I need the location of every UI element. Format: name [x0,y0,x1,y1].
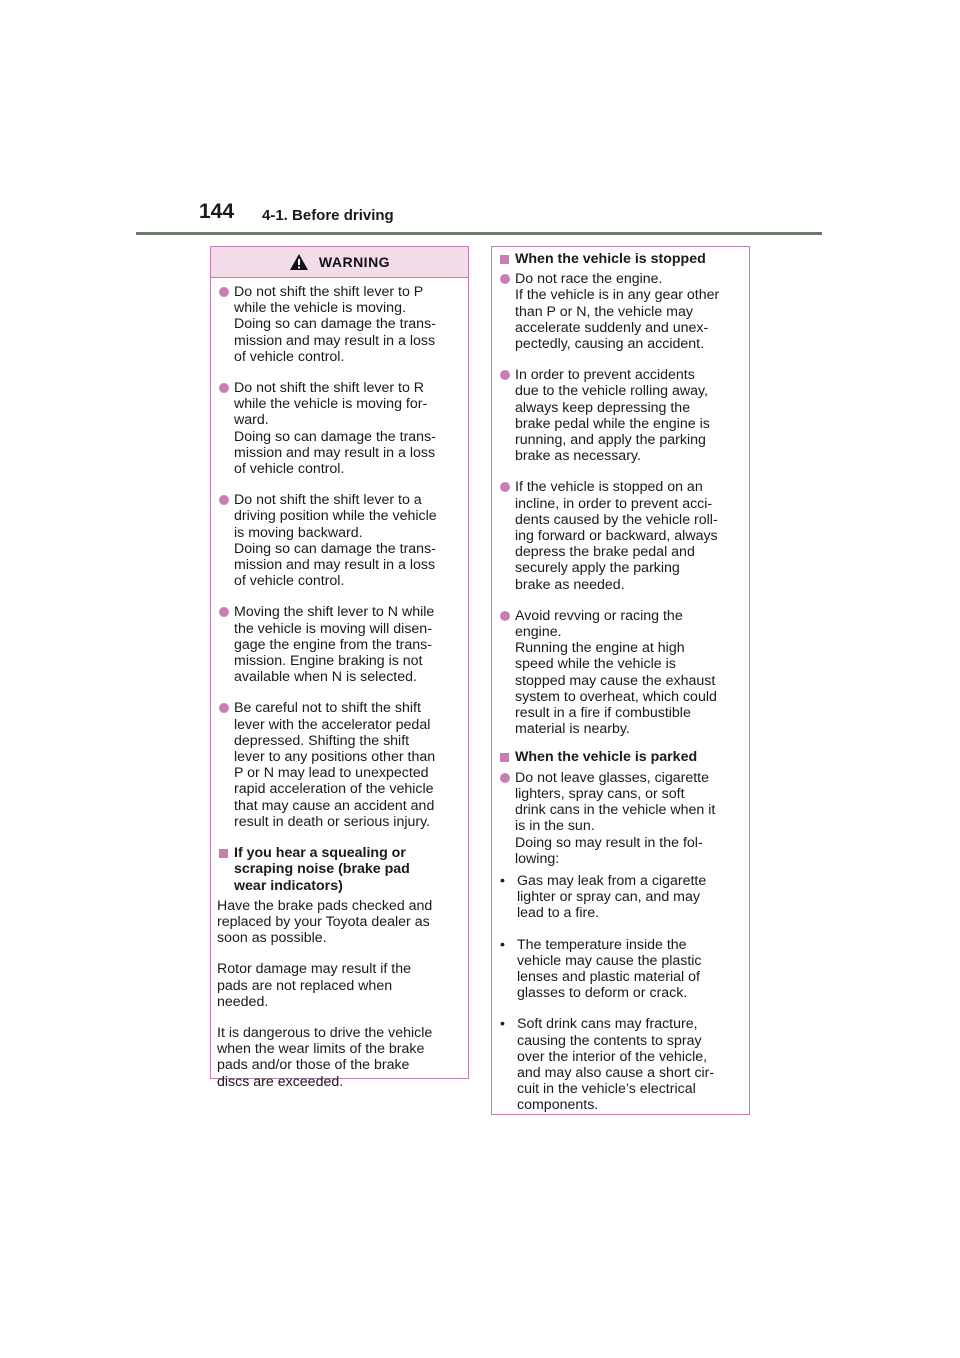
circle-bullet-icon [217,287,230,297]
section-heading [498,749,743,765]
warning-content [211,278,468,1090]
heading-text: When the vehicle is stopped [515,251,706,267]
bullet-text: Avoid revving or racing the engine. Running the engine at high speed while the vehicle is stopped may cause the exhaust system to overheat, which could result in a fire if combustible material is nearby. [515,607,717,738]
warning-box [210,246,469,1090]
caution-box [491,246,750,1115]
page-number: 144 [199,200,235,223]
warning-triangle-icon [289,253,309,271]
warning-label: WARNING [318,254,391,270]
circle-bullet-icon [217,703,230,713]
bullet-text: Do not shift the shift lever to P while the vehicle is moving. Doing so can damage the trans- mission and may result in a loss of vehicle control. [234,284,436,365]
list-item [217,700,462,830]
paragraph: Rotor damage may result if the pads are not replaced when needed. [217,961,411,1010]
warning-banner [211,247,468,278]
sub-bullet-text: Soft drink cans may fracture, causing the contents to spray over the interior of the vehicle, and may also cause a short cir- cuit in the vehicle’s electrical components. [517,1016,715,1114]
list-item [498,479,743,592]
circle-bullet-icon [498,773,511,783]
square-bullet-icon [498,254,511,264]
paragraph: Have the brake pads checked and replaced by your Toyota dealer as soon as possible. [217,897,433,947]
section-heading [498,251,743,267]
sub-bullet-icon: • [500,1016,505,1033]
list-item [498,271,743,352]
list-item [498,367,743,464]
page-header [0,0,960,236]
list-item [217,380,462,477]
list-item [217,492,462,589]
circle-bullet-icon [498,370,511,380]
bullet-text: Do not leave glasses, cigarette lighters, spray cans, or soft drink cans in the vehicle when it is in the sun. Doing so may result in the fol- lowing: [515,769,716,867]
sub-list-item [498,937,743,1002]
paragraph: It is dangerous to drive the vehicle when the wear limits of the brake pads and/or those of the brake discs are exceeded. [217,1024,433,1090]
section-heading [217,845,462,894]
bullet-text: Do not shift the shift lever to a driving position while the vehicle is moving backward. Doing so can damage the trans- mission and may result in a loss of vehicle control. [234,492,437,590]
sub-bullet-text: Gas may leak from a cigarette lighter or spray can, and may lead to a fire. [517,872,707,922]
circle-bullet-icon [217,383,230,393]
sub-list-item [498,1016,743,1113]
circle-bullet-icon [498,274,511,284]
list-item [217,284,462,365]
circle-bullet-icon [217,607,230,617]
caution-content [492,247,749,1114]
circle-bullet-icon [217,495,230,505]
sub-bullet-text: The temperature inside the vehicle may cause the plastic lenses and plastic material of glasses to deform or crack. [517,936,702,1002]
list-item [498,770,743,867]
bullet-text: If the vehicle is stopped on an incline, in order to prevent acci- dents caused by the vehicle roll- ing forward or backward, always depress the brake pedal and securely apply the parking brake as needed. [515,479,718,593]
square-bullet-icon [498,752,511,762]
list-item [498,608,743,738]
bullet-text: Be careful not to shift the shift lever with the accelerator pedal depressed. Shifting the shift lever to any positions other than P or N may lead to unexpected rapid acceleration of the vehicle that may cause an accident and result in death or serious injury. [234,700,436,830]
list-item [217,604,462,685]
square-bullet-icon [217,848,230,858]
sub-bullet-icon: • [500,872,505,889]
sub-bullet-icon: • [500,936,505,953]
bullet-text: In order to prevent accidents due to the vehicle rolling away, always keep depressing the brake pedal while the engine is running, and apply the parking brake as necessary. [515,367,710,465]
header-rule [136,232,822,235]
heading-text: When the vehicle is parked [515,749,698,766]
bullet-text: Moving the shift lever to N while the vehicle is moving will disen- gage the engine from the trans- mission. Engine braking is not available when N is selected. [234,604,435,686]
circle-bullet-icon [498,482,511,492]
heading-text: If you hear a squealing or scraping noise (brake pad wear indicators) [234,845,410,894]
bullet-text: Do not shift the shift lever to R while the vehicle is moving for- ward. Doing so can damage the trans- mission and may result in a loss of vehicle control. [234,380,436,478]
circle-bullet-icon [498,611,511,621]
sub-list-item [498,873,743,922]
bullet-text: Do not race the engine. If the vehicle is in any gear other than P or N, the vehicle may accelerate suddenly and unex- pectedly, causing an accident. [515,271,720,353]
section-title: 4-1. Before driving [262,207,394,224]
